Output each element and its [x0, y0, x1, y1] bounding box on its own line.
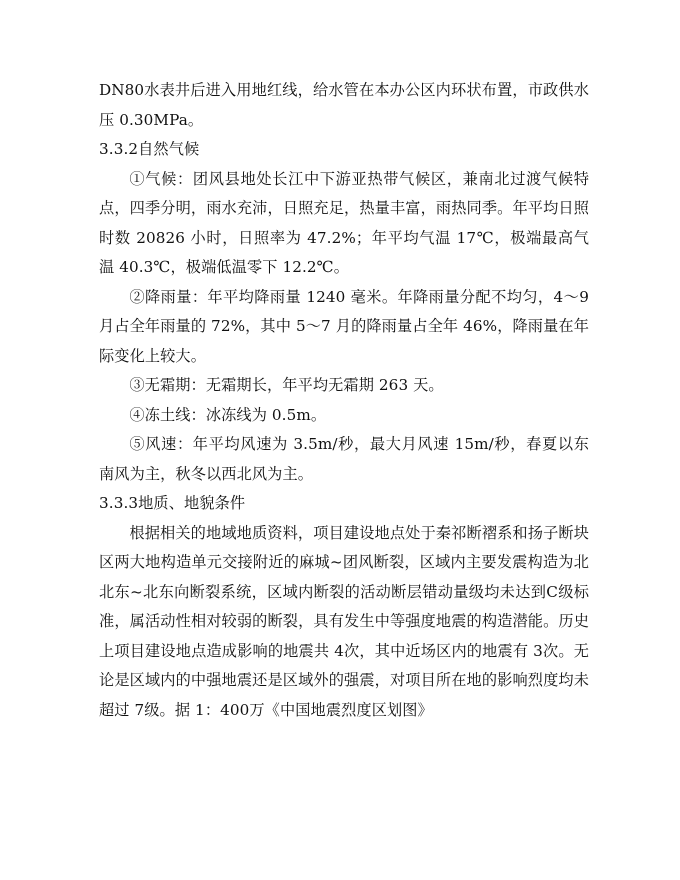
paragraph-water-supply: DN80水表井后进入用地红线，给水管在本办公区内环状布置，市政供水压 0.30MPa。	[99, 81, 589, 129]
document-body	[99, 76, 589, 725]
paragraph-climate: ①气候：团风县地处长江中下游亚热带气候区，兼南北过渡气候特点，四季分明，雨水充沛，日照充足，热量丰富，雨热同季。年平均日照时数 20826 小时，日照率为 47.2%；年平均气温 17℃，极端最高气温 40.3℃，极端低温零下 12.2℃。	[99, 169, 589, 276]
paragraph-wind-speed: ⑤风速：年平均风速为 3.5m/秒，最大月风速 15m/秒，春夏以东南风为主，秋冬以西北风为主。	[99, 435, 589, 483]
paragraph-geology: 根据相关的地域地质资料，项目建设地点处于秦祁断褶系和扬子断块区两大地构造单元交接附近的麻城~团风断裂，区域内主要发震构造为北北东~北东向断裂系统，区域内断裂的活动断层错动量级均未达到C级标准，属活动性相对较弱的断裂，具有发生中等强度地震的构造潜能。历史上项目建设地点造成影响的地震共 4次，其中近场区内的地震有 3次。无论是区域内的中强地震还是区域外的强震，对项目所在地的影响烈度均未超过 7级。据 1：400万《中国地震烈度区划图》	[99, 523, 589, 719]
section-heading-natural-climate: 3.3.2自然气候	[99, 140, 200, 158]
section-heading-geology-landform: 3.3.3地质、地貌条件	[99, 494, 246, 512]
paragraph-rainfall: ②降雨量：年平均降雨量 1240 毫米。年降雨量分配不均匀，4～9月占全年雨量的 72%，其中 5～7 月的降雨量占全年 46%，降雨量在年际变化上较大。	[99, 287, 589, 365]
paragraph-frozen-soil-line: ④冻土线：冰冻线为 0.5m。	[129, 405, 327, 424]
paragraph-frost-free-period: ③无霜期：无霜期长，年平均无霜期 263 天。	[129, 376, 444, 394]
